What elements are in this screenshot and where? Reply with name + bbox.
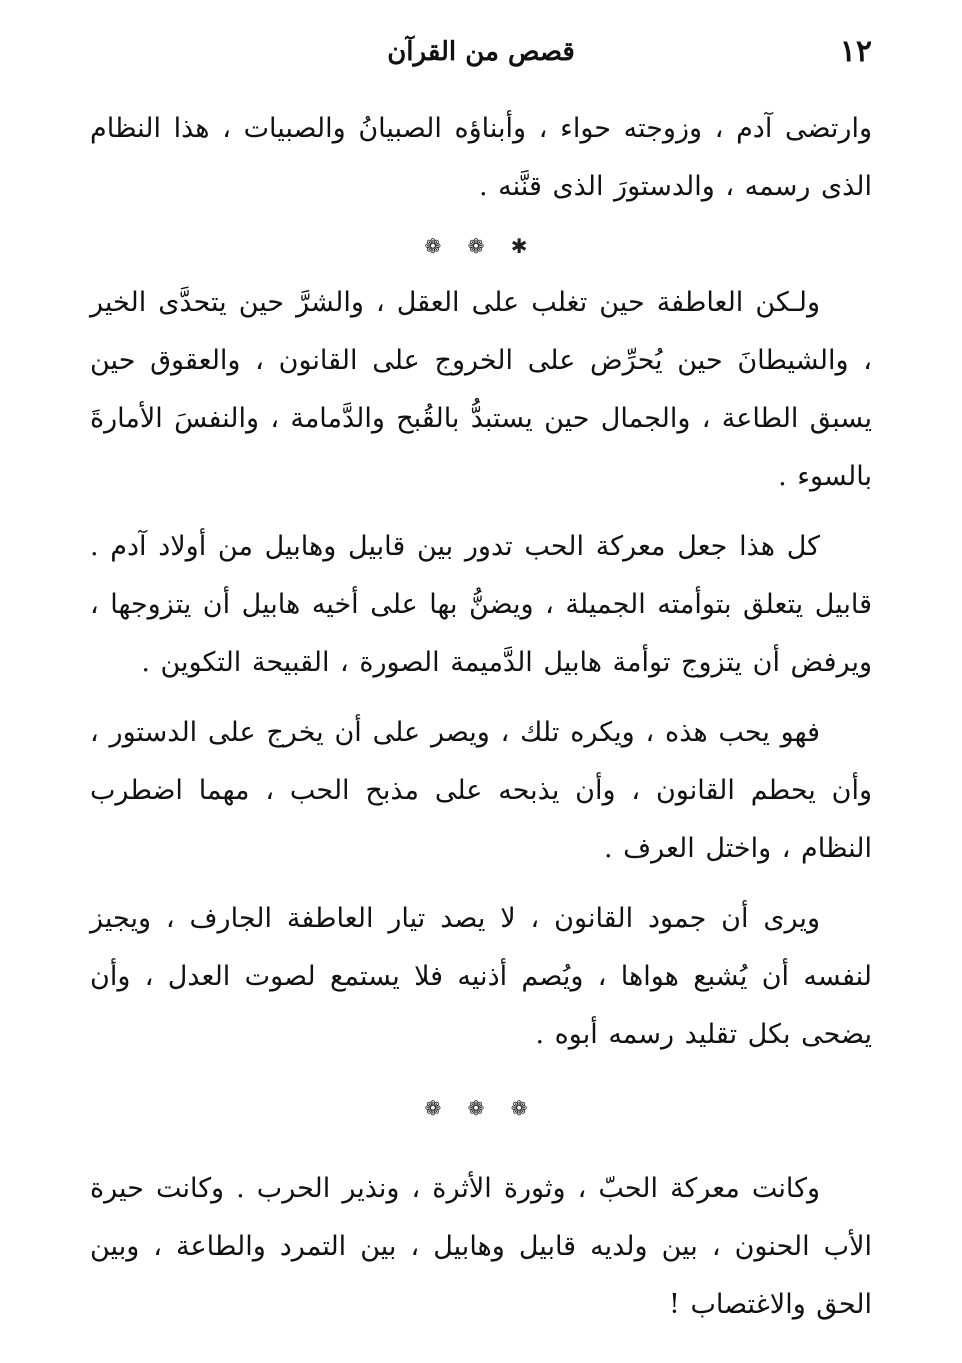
section-divider-2: ❁ ❁ ❁ xyxy=(424,1096,538,1120)
body-text xyxy=(90,100,872,1346)
book-title: قصص من القرآن xyxy=(387,37,575,67)
paragraph-1: وارتضى آدم ، وزوجته حواء ، وأبناؤه الصبيانُ والصبيات ، هذا النظام الذى رسمه ، والدستورَ الذى قنَّنه . xyxy=(90,113,872,202)
paragraph-3: كل هذا جعل معركة الحب تدور بين قابيل وهابيل من أولاد آدم . قابيل يتعلق بتوأمته الجميلة ، ويضنُّ بها على أخيه هابيل أن يتزوجها ، ويرفض أن يتزوج توأمة هابيل الدَّميمة الصورة ، القبيحة التكوين . xyxy=(90,531,872,678)
paragraph-2: ولـكن العاطفة حين تغلب على العقل ، والشرَّ حين يتحدَّى الخير ، والشيطانَ حين يُحرِّض على الخروج على القانون ، والعقوق حين يسبق الطاعة ، والجمال حين يستبدُّ بالقُبح والدَّمامة ، والنفسَ الأمارةَ بالسوء . xyxy=(90,287,872,492)
running-header xyxy=(90,30,872,74)
paragraph-5: ويرى أن جمود القانون ، لا يصد تيار العاطفة الجارف ، ويجيز لنفسه أن يُشبع هواها ، ويُصم أذنيه فلا يستمع لصوت العدل ، وأن يضحى بكل تقليد رسمه أبوه . xyxy=(90,903,872,1050)
paragraph-6: وكانت معركة الحبّ ، وثورة الأثرة ، ونذير الحرب . وكانت حيرة الأب الحنون ، بين ولديه قابيل وهابيل ، بين التمرد والطاعة ، وبين الحق والاغتصاب ! xyxy=(90,1173,872,1320)
page-number: ١٢ xyxy=(839,34,872,69)
paragraph-4: فهو يحب هذه ، ويكره تلك ، ويصر على أن يخرج على الدستور ، وأن يحطم القانون ، وأن يذبحه على مذبح الحب ، مهما اضطرب النظام ، واختل العرف . xyxy=(90,717,872,864)
section-divider-1: ❁ ❁ ✱ xyxy=(424,234,538,258)
